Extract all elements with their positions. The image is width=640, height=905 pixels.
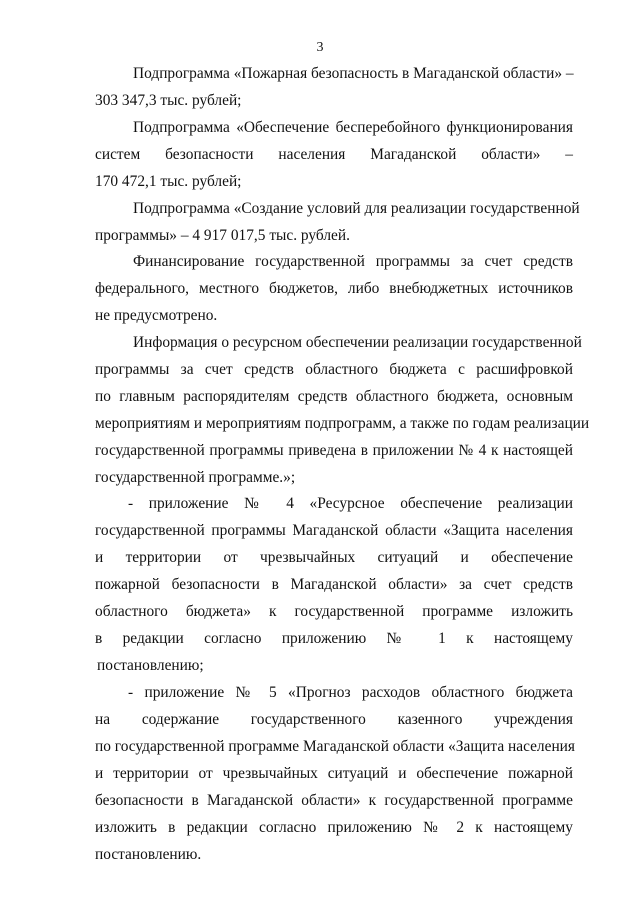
text-line: постановлению; — [97, 657, 204, 674]
text-line: Подпрограмма «Обеспечение бесперебойного функционирования — [133, 119, 573, 136]
text-line: систем безопасности населения Магаданской области» – — [95, 146, 573, 163]
text-line: государственной программы Магаданской области «Защита населения — [95, 522, 573, 539]
text-line: - приложение № 4 «Ресурсное обеспечение реализации — [128, 495, 573, 512]
text-line: программы за счет средств областного бюджета с расшифровкой — [95, 361, 573, 378]
text-line: федерального, местного бюджетов, либо внебюджетных источников — [95, 280, 573, 297]
page-number: 3 — [316, 40, 324, 55]
text-line: не предусмотрено. — [95, 307, 218, 324]
text-line: государственной программы приведена в приложении № 4 к настоящей — [95, 442, 573, 459]
text-line: и территории от чрезвычайных ситуаций и обеспечение — [95, 549, 573, 566]
text-line: по главным распорядителям средств областного бюджета, основным — [95, 388, 573, 405]
text-line: Подпрограмма «Пожарная безопасность в Магаданской области» – — [133, 65, 574, 82]
text-line: 170 472,1 тыс. рублей; — [95, 173, 242, 190]
text-line: изложить в редакции согласно приложению № 2 к настоящему — [95, 819, 573, 836]
text-line: по государственной программе Магаданской области «Защита населения — [95, 738, 575, 755]
text-line: областного бюджета» к государственной программе изложить — [95, 603, 573, 620]
text-line: - приложение № 5 «Прогноз расходов областного бюджета — [128, 684, 573, 701]
text-line: программы» – 4 917 017,5 тыс. рублей. — [95, 227, 350, 244]
text-line: пожарной безопасности в Магаданской области» за счет средств — [95, 576, 573, 593]
text-line: в редакции согласно приложению № 1 к настоящему — [95, 630, 573, 647]
text-line: Подпрограмма «Создание условий для реализации государственной — [133, 200, 580, 217]
text-line: государственной программе.»; — [95, 469, 296, 486]
text-line: Финансирование государственной программы за счет средств — [133, 253, 573, 270]
text-line: 303 347,3 тыс. рублей; — [95, 92, 242, 109]
text-line: постановлению. — [95, 846, 202, 863]
text-line: мероприятиям и мероприятиям подпрограмм, а также по годам реализации — [95, 415, 590, 432]
text-line: и территории от чрезвычайных ситуаций и обеспечение пожарной — [95, 765, 573, 782]
text-line: безопасности в Магаданской области» к государственной программе — [95, 792, 573, 809]
text-line: на содержание государственного казенного учреждения — [95, 711, 573, 728]
text-line: Информация о ресурсном обеспечении реализации государственной — [133, 334, 582, 351]
